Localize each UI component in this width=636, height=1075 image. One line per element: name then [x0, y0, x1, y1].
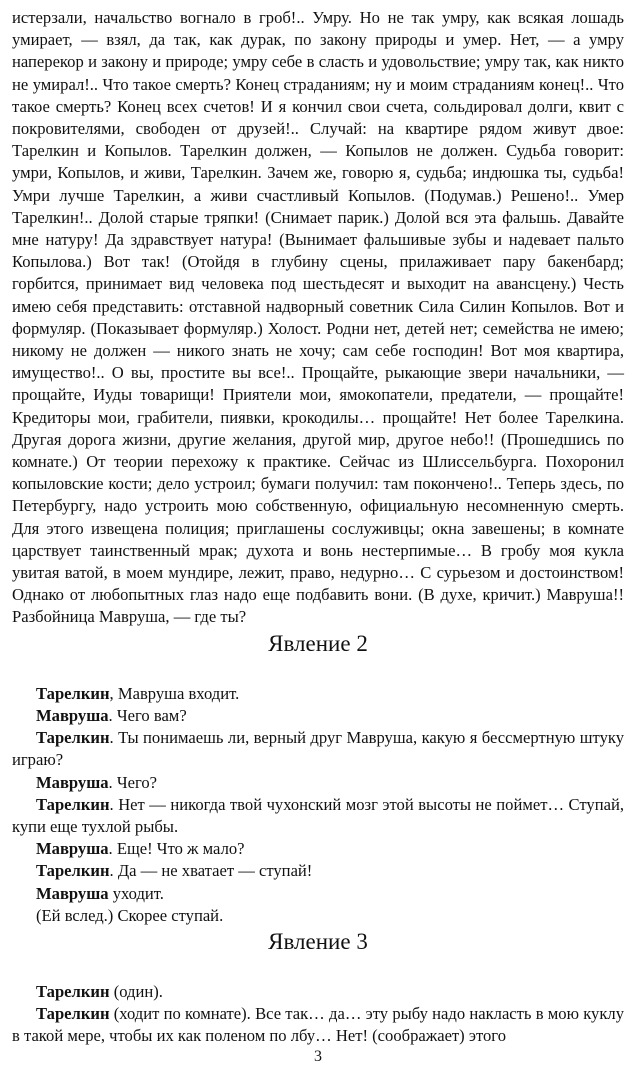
scene-2-dialogue: [12, 683, 624, 927]
line-text: , Мавруша входит.: [109, 683, 240, 703]
scene-2-heading: Явление 2: [268, 630, 368, 656]
line-text: (один).: [109, 981, 163, 1001]
dialogue-line: [12, 838, 624, 860]
speaker-name: Мавруша: [36, 839, 109, 859]
line-text: уходит.: [108, 883, 164, 903]
line-text: . Ты понимаешь ли, верный друг Мавруша, какую я бессмертную штуку играю?: [12, 728, 624, 770]
line-text: (Ей вслед.) Скорее ступай.: [36, 905, 224, 925]
dialogue-line: [12, 727, 624, 771]
dialogue-line: [12, 794, 624, 838]
speaker-name: Тарелкин: [36, 1004, 110, 1024]
scene-3-dialogue: [12, 981, 624, 1048]
dialogue-line: [12, 705, 624, 727]
line-text: . Нет — никогда твой чухонский мозг этой высоты не поймет… Ступай, купи еще тухлой рыбы.: [12, 794, 624, 836]
stage-direction-line: [12, 905, 624, 927]
scene-3-heading: Явление 3: [268, 928, 368, 954]
speaker-name: Мавруша: [36, 705, 109, 725]
line-text: . Да — не хватает — ступай!: [109, 861, 313, 881]
dialogue-line: [12, 683, 624, 705]
page-number: 3: [314, 1048, 322, 1065]
speaker-name: Тарелкин: [36, 861, 110, 881]
line-text: . Чего?: [108, 772, 158, 792]
line-text: . Еще! Что ж мало?: [108, 839, 245, 859]
speaker-name: Тарелкин: [36, 981, 110, 1001]
speaker-name: Мавруша: [36, 883, 109, 903]
dialogue-line: [12, 860, 624, 882]
speaker-name: Мавруша: [36, 772, 109, 792]
speaker-name: Тарелкин: [36, 728, 110, 748]
page: [12, 7, 624, 1048]
speaker-name: Тарелкин: [36, 683, 110, 703]
dialogue-line: [12, 772, 624, 794]
speaker-name: Тарелкин: [36, 794, 110, 814]
dialogue-line: [12, 883, 624, 905]
dialogue-line: [12, 1003, 624, 1047]
dialogue-line: [12, 981, 624, 1003]
line-text: . Чего вам?: [108, 705, 187, 725]
line-text: (ходит по комнате). Все так… да… эту рыбу надо накласть в мою куклу в такой мере, чтобы их как поленом по лбу… Нет! (соображает) этого: [12, 1004, 624, 1046]
monologue-paragraph: истерзали, начальство вогнало в гроб!.. Умру. Но не так умру, как всякая лошадь умирает, — взял, да так, как дурак, по закону природы и умер. Нет, — а умру наперекор и закону и природе; умру себе в сласть и удовольствие; умру так, как никто не умирал!.. Что такое смерть? Конец страданиям; ну и моим страданиям конец!.. Что такое смерть? Конец всех счетов! И я кончил свои счета, сольдировал долги, квит с покровителями, свободен от друзей!.. Случай: на квартире рядом живут двое: Тарелкин и Копылов. Тарелкин должен, — Копылов не должен. Судьба говорит: умри, Копылов, и живи, Тарелкин. Зачем же, говорю я, судьба; индюшка ты, судьба! Умри лучше Тарелкин, а живи счастливый Копылов. (Подумав.) Решено!.. Умер Тарелкин!.. Долой старые тряпки! (Снимает парик.) Долой вся эта фальшь. Давайте мне натуру! Да здравствует натура! (Вынимает фальшивые зубы и надевает пальто Копылова.) Вот так! (Отойдя в глубину сцены, прилаживает пару бакенбард; горбится, принимает вид человека под шестьдесят и выходит на авансцену.) Честь имею себя представить: отставной надворный советник Сила Силин Копылов. Вот и формуляр. (Показывает формуляр.) Холост. Родни нет, детей нет; семейства не имею; никому не должен — никого знать не хочу; сам себе господин! Вот моя квартира, имущество!.. О вы, простите вы все!.. Прощайте, рыкающие звери начальники, — прощайте, Иуды товарищи! Приятели мои, ямокопатели, предатели, — прощайте! Кредиторы мои, грабители, пиявки, крокодилы… прощайте! Нет более Тарелкина. Другая дорога жизни, другие желания, другой мир, другое небо!! (Прошедшись по комнате.) От теории перехожу к практике. Сейчас из Шлиссельбурга. Похоронил копыловские кости; дело устроил; бумаги получил: там покончено!.. Теперь здесь, по Петербургу, надо устроить мою собственную, официальную несомненную смерть. Для этого извещена полиция; приглашены сослуживцы; окна завешены; в комнате царствует таинственный мрак; духота и вонь нестерпимые… В гробу моя кукла увитая ватой, в моем мундире, лежит, право, недурно… С сурьезом и достоинством! Однако от любопытных глаз надо еще подбавить вони. (В духе, кричит.) Мавруша!! Разбойница Мавруша, — где ты?: [12, 8, 624, 627]
